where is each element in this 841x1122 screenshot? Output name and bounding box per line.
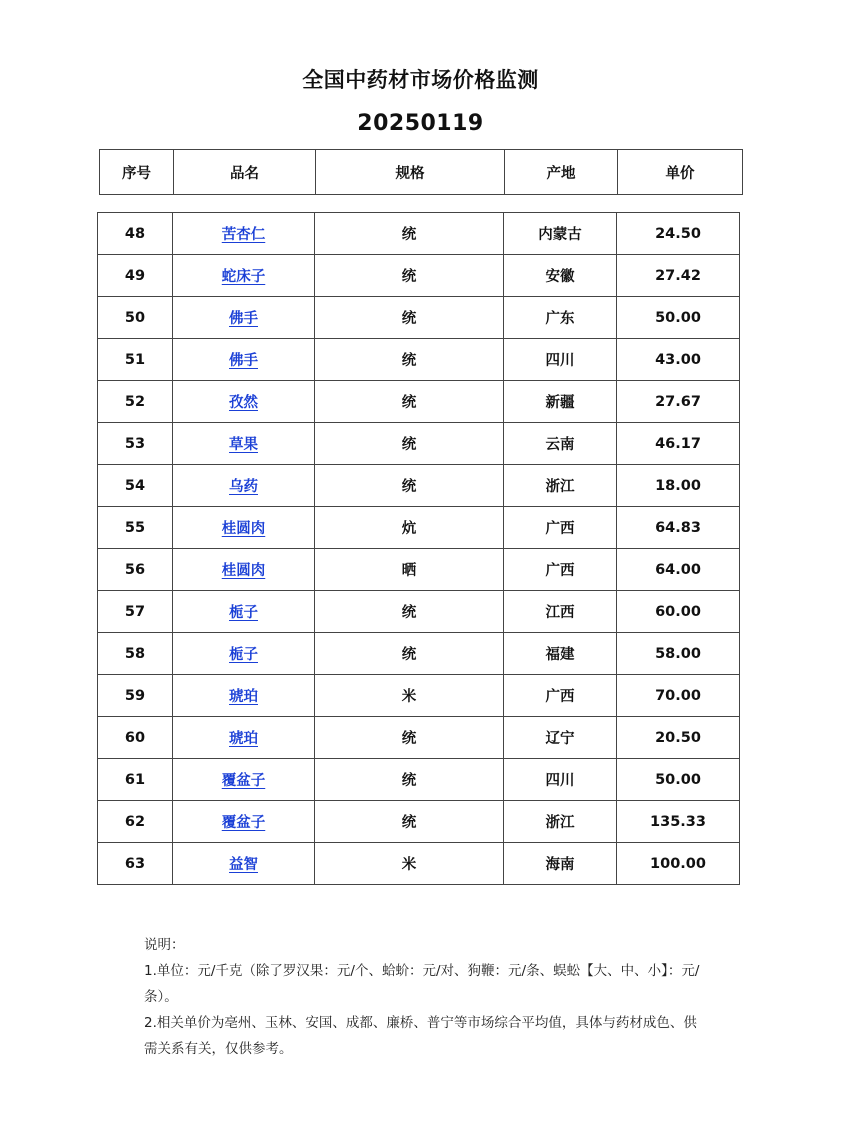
cell-origin: 内蒙古: [504, 213, 617, 255]
cell-origin: 广西: [504, 675, 617, 717]
cell-price: 64.00: [617, 549, 740, 591]
header-origin: 产地: [505, 150, 618, 195]
table-row: [98, 423, 740, 465]
notes: [144, 932, 704, 1062]
herb-name-link[interactable]: 佛手: [229, 353, 258, 369]
table-row: [98, 633, 740, 675]
notes-line-1: 1.单位：元/千克（除了罗汉果：元/个、蛤蚧：元/对、狗鞭：元/条、蜈蚣【大、中、小】：元/条）。: [144, 963, 700, 1005]
cell-spec: 统: [315, 591, 504, 633]
cell-name: [173, 297, 315, 339]
cell-name: [173, 549, 315, 591]
table-row: [98, 465, 740, 507]
herb-name-link[interactable]: 覆盆子: [221, 815, 266, 831]
price-table: [97, 212, 740, 885]
cell-price: 64.83: [617, 507, 740, 549]
cell-origin: 广西: [504, 549, 617, 591]
report-date: 20250119: [357, 111, 484, 136]
cell-price: 46.17: [617, 423, 740, 465]
cell-name: [173, 507, 315, 549]
cell-price: 43.00: [617, 339, 740, 381]
herb-name-link[interactable]: 桂圆肉: [221, 521, 266, 537]
cell-no: 58: [98, 633, 173, 675]
table-header: [99, 149, 743, 195]
cell-price: 18.00: [617, 465, 740, 507]
cell-name: [173, 339, 315, 381]
cell-price: 135.33: [617, 801, 740, 843]
cell-name: [173, 843, 315, 885]
cell-no: 61: [98, 759, 173, 801]
cell-spec: 统: [315, 381, 504, 423]
cell-origin: 浙江: [504, 801, 617, 843]
cell-origin: 海南: [504, 843, 617, 885]
table-row: [98, 339, 740, 381]
header-no: 序号: [100, 150, 174, 195]
cell-price: 70.00: [617, 675, 740, 717]
cell-origin: 云南: [504, 423, 617, 465]
cell-origin: 江西: [504, 591, 617, 633]
notes-line-2: 2.相关单价为亳州、玉林、安国、成都、廉桥、普宁等市场综合平均值，具体与药材成色、供需关系有关，仅供参考。: [144, 1015, 697, 1057]
cell-origin: 广西: [504, 507, 617, 549]
cell-spec: 米: [315, 675, 504, 717]
header-price: 单价: [618, 150, 743, 195]
table-row: [98, 717, 740, 759]
herb-name-link[interactable]: 乌药: [229, 479, 258, 495]
cell-price: 58.00: [617, 633, 740, 675]
cell-origin: 四川: [504, 339, 617, 381]
cell-name: [173, 381, 315, 423]
table-row: [98, 381, 740, 423]
cell-origin: 四川: [504, 759, 617, 801]
cell-no: 49: [98, 255, 173, 297]
cell-origin: 辽宁: [504, 717, 617, 759]
cell-origin: 浙江: [504, 465, 617, 507]
cell-price: 27.67: [617, 381, 740, 423]
table-row: [98, 213, 740, 255]
cell-no: 60: [98, 717, 173, 759]
cell-spec: 统: [315, 423, 504, 465]
cell-name: [173, 465, 315, 507]
cell-no: 53: [98, 423, 173, 465]
herb-name-link[interactable]: 栀子: [229, 605, 258, 621]
cell-no: 56: [98, 549, 173, 591]
cell-name: [173, 717, 315, 759]
cell-spec: 晒: [315, 549, 504, 591]
cell-no: 51: [98, 339, 173, 381]
herb-name-link[interactable]: 益智: [229, 857, 258, 873]
cell-spec: 统: [315, 213, 504, 255]
cell-spec: 统: [315, 717, 504, 759]
notes-heading: 说明：: [144, 937, 185, 953]
table-row: [98, 801, 740, 843]
cell-spec: 统: [315, 255, 504, 297]
cell-no: 62: [98, 801, 173, 843]
herb-name-link[interactable]: 孜然: [229, 395, 258, 411]
cell-name: [173, 675, 315, 717]
table-row: [98, 675, 740, 717]
cell-price: 60.00: [617, 591, 740, 633]
page-title: 全国中药材市场价格监测: [302, 68, 539, 92]
cell-no: 55: [98, 507, 173, 549]
herb-name-link[interactable]: 蛇床子: [221, 269, 266, 285]
herb-name-link[interactable]: 草果: [229, 437, 258, 453]
cell-no: 50: [98, 297, 173, 339]
cell-price: 100.00: [617, 843, 740, 885]
cell-spec: 统: [315, 297, 504, 339]
herb-name-link[interactable]: 桂圆肉: [221, 563, 266, 579]
cell-price: 27.42: [617, 255, 740, 297]
cell-spec: 炕: [315, 507, 504, 549]
cell-spec: 统: [315, 465, 504, 507]
cell-price: 50.00: [617, 759, 740, 801]
cell-no: 48: [98, 213, 173, 255]
cell-name: [173, 423, 315, 465]
cell-origin: 安徽: [504, 255, 617, 297]
cell-spec: 统: [315, 339, 504, 381]
cell-spec: 统: [315, 801, 504, 843]
table-row: [98, 591, 740, 633]
cell-origin: 新疆: [504, 381, 617, 423]
cell-no: 52: [98, 381, 173, 423]
cell-name: [173, 801, 315, 843]
cell-origin: 福建: [504, 633, 617, 675]
herb-name-link[interactable]: 佛手: [229, 311, 258, 327]
table-row: [98, 549, 740, 591]
table-row: [98, 255, 740, 297]
cell-no: 54: [98, 465, 173, 507]
table-row: [98, 297, 740, 339]
cell-price: 24.50: [617, 213, 740, 255]
cell-no: 63: [98, 843, 173, 885]
cell-name: [173, 213, 315, 255]
header-name: 品名: [174, 150, 316, 195]
cell-name: [173, 633, 315, 675]
table-row: [98, 759, 740, 801]
cell-spec: 米: [315, 843, 504, 885]
cell-price: 50.00: [617, 297, 740, 339]
cell-name: [173, 759, 315, 801]
table-row: [98, 843, 740, 885]
cell-no: 57: [98, 591, 173, 633]
herb-name-link[interactable]: 覆盆子: [221, 773, 266, 789]
table-row: [98, 507, 740, 549]
herb-name-link[interactable]: 栀子: [229, 647, 258, 663]
cell-no: 59: [98, 675, 173, 717]
cell-price: 20.50: [617, 717, 740, 759]
cell-spec: 统: [315, 633, 504, 675]
herb-name-link[interactable]: 琥珀: [229, 689, 258, 705]
cell-spec: 统: [315, 759, 504, 801]
cell-name: [173, 255, 315, 297]
herb-name-link[interactable]: 琥珀: [229, 731, 258, 747]
cell-name: [173, 591, 315, 633]
cell-origin: 广东: [504, 297, 617, 339]
header-spec: 规格: [316, 150, 505, 195]
herb-name-link[interactable]: 苦杏仁: [221, 227, 266, 243]
